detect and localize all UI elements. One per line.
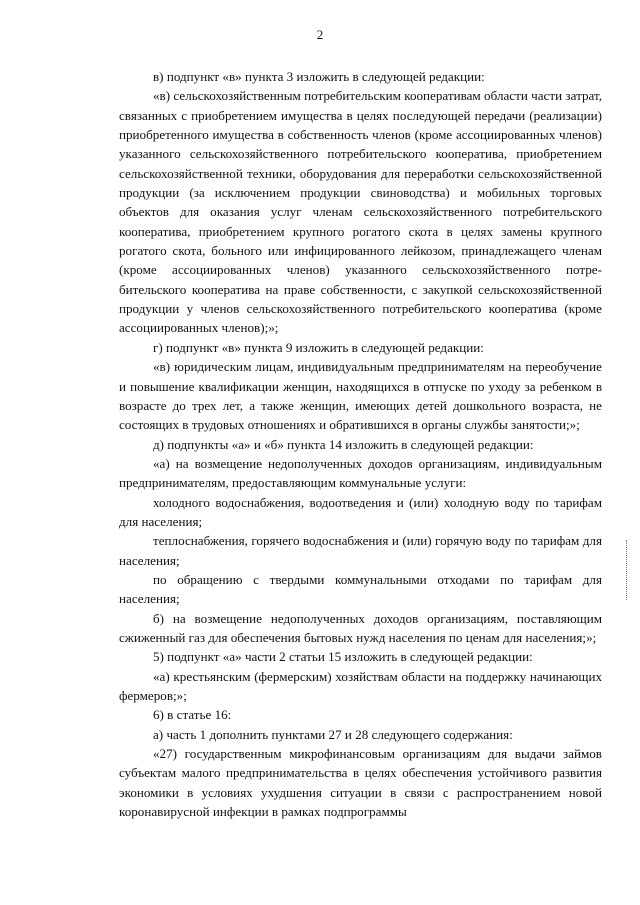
paragraph: а) часть 1 дополнить пунктами 27 и 28 следующего содержания: (153, 726, 513, 742)
paragraph: г) подпункт «в» пункта 9 изложить в следующей редакции: (153, 339, 484, 355)
paragraph: «27) государственным микрофинансовым организациям для выдачи займов субъектам малого предпринимательства в целях обеспечения устойчивого развития экономики в условиях ухудшения ситуации в связи с распространением новой коронавирусной инфекции в рамках подпрограммы (119, 746, 602, 820)
paragraph: «а) крестьянским (фермерским) хозяйствам области на поддержку начинающих фермеров;»; (119, 668, 602, 703)
paragraph: б) на возмещение недополученных доходов организациям, поставляющим сжиженный газ для обеспечения бытовых нужд населения по ценам для населения;»; (119, 610, 602, 645)
paragraph: 6) в статье 16: (153, 707, 232, 723)
paragraph: «а) на возмещение недополученных доходов организациям, индивидуальным предпринимателям, предоставляющим коммунальные услуги: (119, 455, 602, 491)
paragraph: 5) подпункт «а» части 2 статьи 15 изложить в следующей редакции: (153, 649, 533, 665)
document-body (119, 67, 602, 821)
paragraph: теплоснабжения, горячего водоснабжения и (или) горячую воду по тарифам для населения; (119, 533, 602, 568)
paragraph: по обращению с твердыми коммунальными отходами по тарифам для населения; (119, 571, 602, 607)
paragraph: «в) сельскохозяйственным потребительским кооперативам области части затрат, связанных с приобретением имущества в целях последующей передачи (реализации) приобретенного имущества в собственность членов (кроме ассоциированных членов) указанного сельскохозяйственного потребительского кооператива, приобретением сельскохозяйственной техники, оборудования для переработки сельскохозяйственной продукции (за исключением продукции свиноводства) и мобильных торговых объектов для оказания услуг членам сельскохозяйственного потребительского кооператива, приобретением крупного рогатого скота в целях замены крупного рогатого скота, больного или инфицированного лейкозом, принадлежащего членам (кроме ассоциированных членов) указанного сельскохозяйственного потребительского кооператива на праве собственности, с закупкой сельскохозяйственной продукции у членов сельскохозяйственного потребительского кооператива (кроме ассоциированных членов);»; (119, 88, 602, 336)
paragraph: д) подпункты «а» и «б» пункта 14 изложить в следующей редакции: (153, 436, 534, 452)
paragraph: в) подпункт «в» пункта 3 изложить в следующей редакции: (153, 69, 485, 84)
paragraph: холодного водоснабжения, водоотведения и (или) холодную воду по тарифам для населения; (119, 494, 602, 529)
paragraph: «в) юридическим лицам, индивидуальным предпринимателям на переобучение и повышение квалификации женщин, находящихся в отпуске по уходу за ребенком в возрасте до трех лет, а также женщин, имеющих детей дошкольного возраста, не состоящих в трудовых отношениях и обратившихся в органы службы занятости;»; (119, 359, 602, 433)
scan-edge-mark (626, 540, 628, 600)
page-number: 2 (316, 27, 324, 42)
